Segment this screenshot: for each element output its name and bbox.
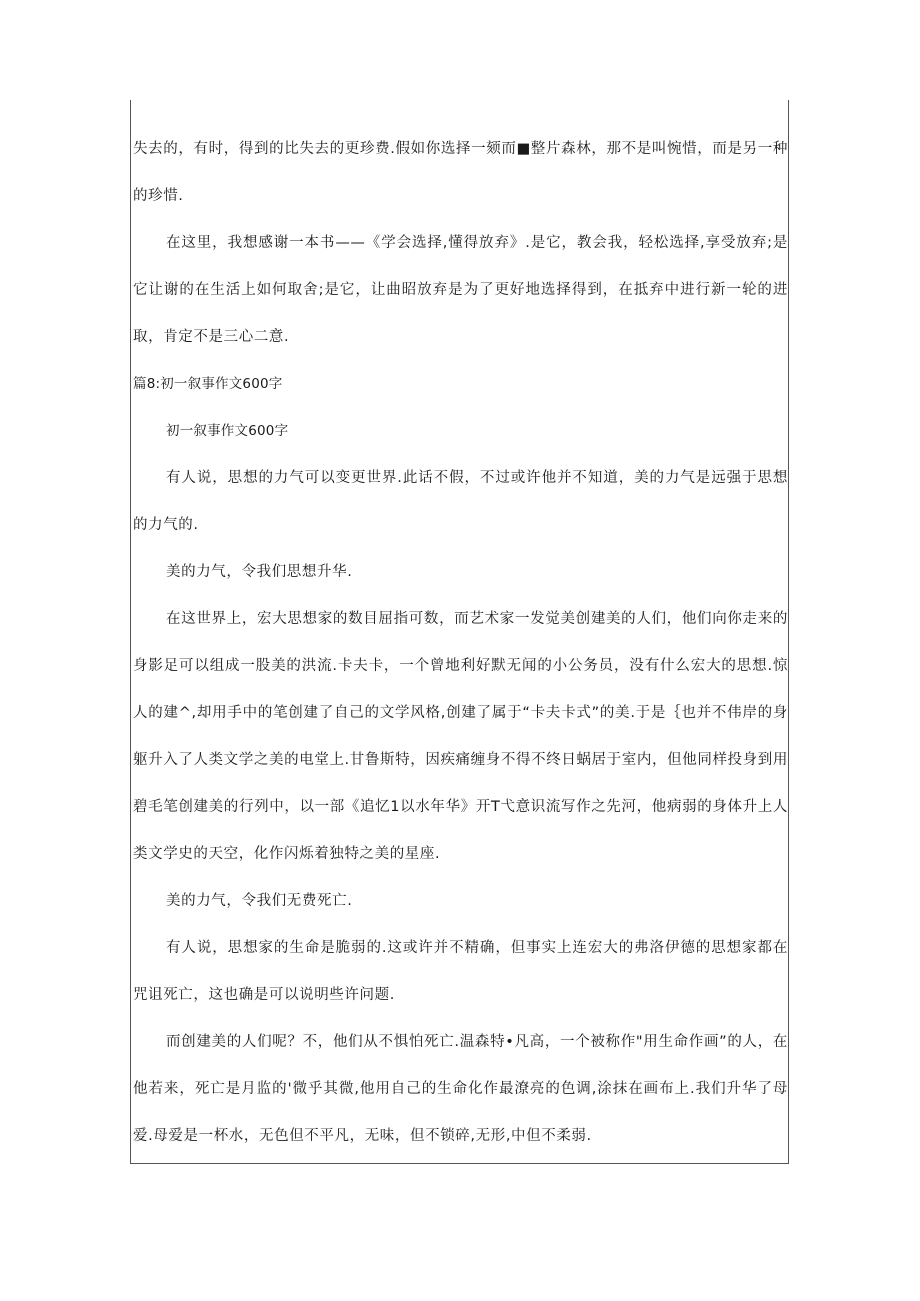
paragraph-2: 在这里，我想感谢一本书——《学会选择,懂得放弃》.是它，教会我，轻松选择,享受放弃;是它让谢的在生活上如何取舍;是它，让曲昭放弃是为了更好地选择得到，在抵弃中进行新一轮的进取，肯定不是三心二意. xyxy=(133,235,788,345)
paragraph-5: 在这世界上，宏大思想家的数目屈指可数，而艺术家一发觉美创建美的人们，他们向你走来的身影足可以组成一股美的洪流.卡夫卡，一个曾地利好默无闻的小公务员，没有什么宏大的思想.惊人的建^,却用手中的笔创建了自己的文学风格,创建了属于“卡夫卡式”的美.于是｛也并不伟岸的身躯升入了人类文学之美的电堂上.甘鲁斯特，因疾痛缠身不得不终日蜗居于室内，但他同样投身到用碧毛笔创建美的行列中，以一部《追忆1以水年华》开T弋意识流写作之先河，他病弱的身体升上人类文学史的天空，化作闪烁着独特之美的星座. xyxy=(133,611,788,862)
document-body xyxy=(131,126,790,1160)
section-heading: 篇8:初一叙事作文600字 xyxy=(133,376,283,392)
paragraph-6: 美的力气，令我们无费死亡. xyxy=(166,893,353,909)
paragraph-7: 有人说，思想家的生命是脆弱的.这或许并不精确，但事实上连宏大的弗洛伊德的思想家都在咒诅死亡，这也确是可以说明些许问题. xyxy=(133,940,788,1003)
document-page xyxy=(130,100,789,1164)
paragraph-8: 而创建美的人们呢？不，他们从不惧怕死亡.温森特•凡高，一个被称作"用生命作画”的人，在他若来，死亡是月监的'微乎其微,他用自己的生命化作最潦亮的色调,涂抹在画布上.我们升华了母爱.母爱是一杯水，无色但不平凡，无味，但不锁碎,无形,中但不柔弱. xyxy=(133,1034,788,1144)
paragraph-1: 失去的，有时，得到的比失去的更珍费.假如你选择一颏而■整片森林，那不是叫惋惜，而是另一种的珍惜. xyxy=(133,141,788,204)
paragraph-3: 有人说，思想的力气可以变更世界.此话不假，不过或许他并不知道，美的力气是远强于思想的力气的. xyxy=(133,470,788,533)
essay-title: 初一叙事作文600字 xyxy=(166,423,289,439)
paragraph-4: 美的力气，令我们思想升华. xyxy=(166,564,353,580)
